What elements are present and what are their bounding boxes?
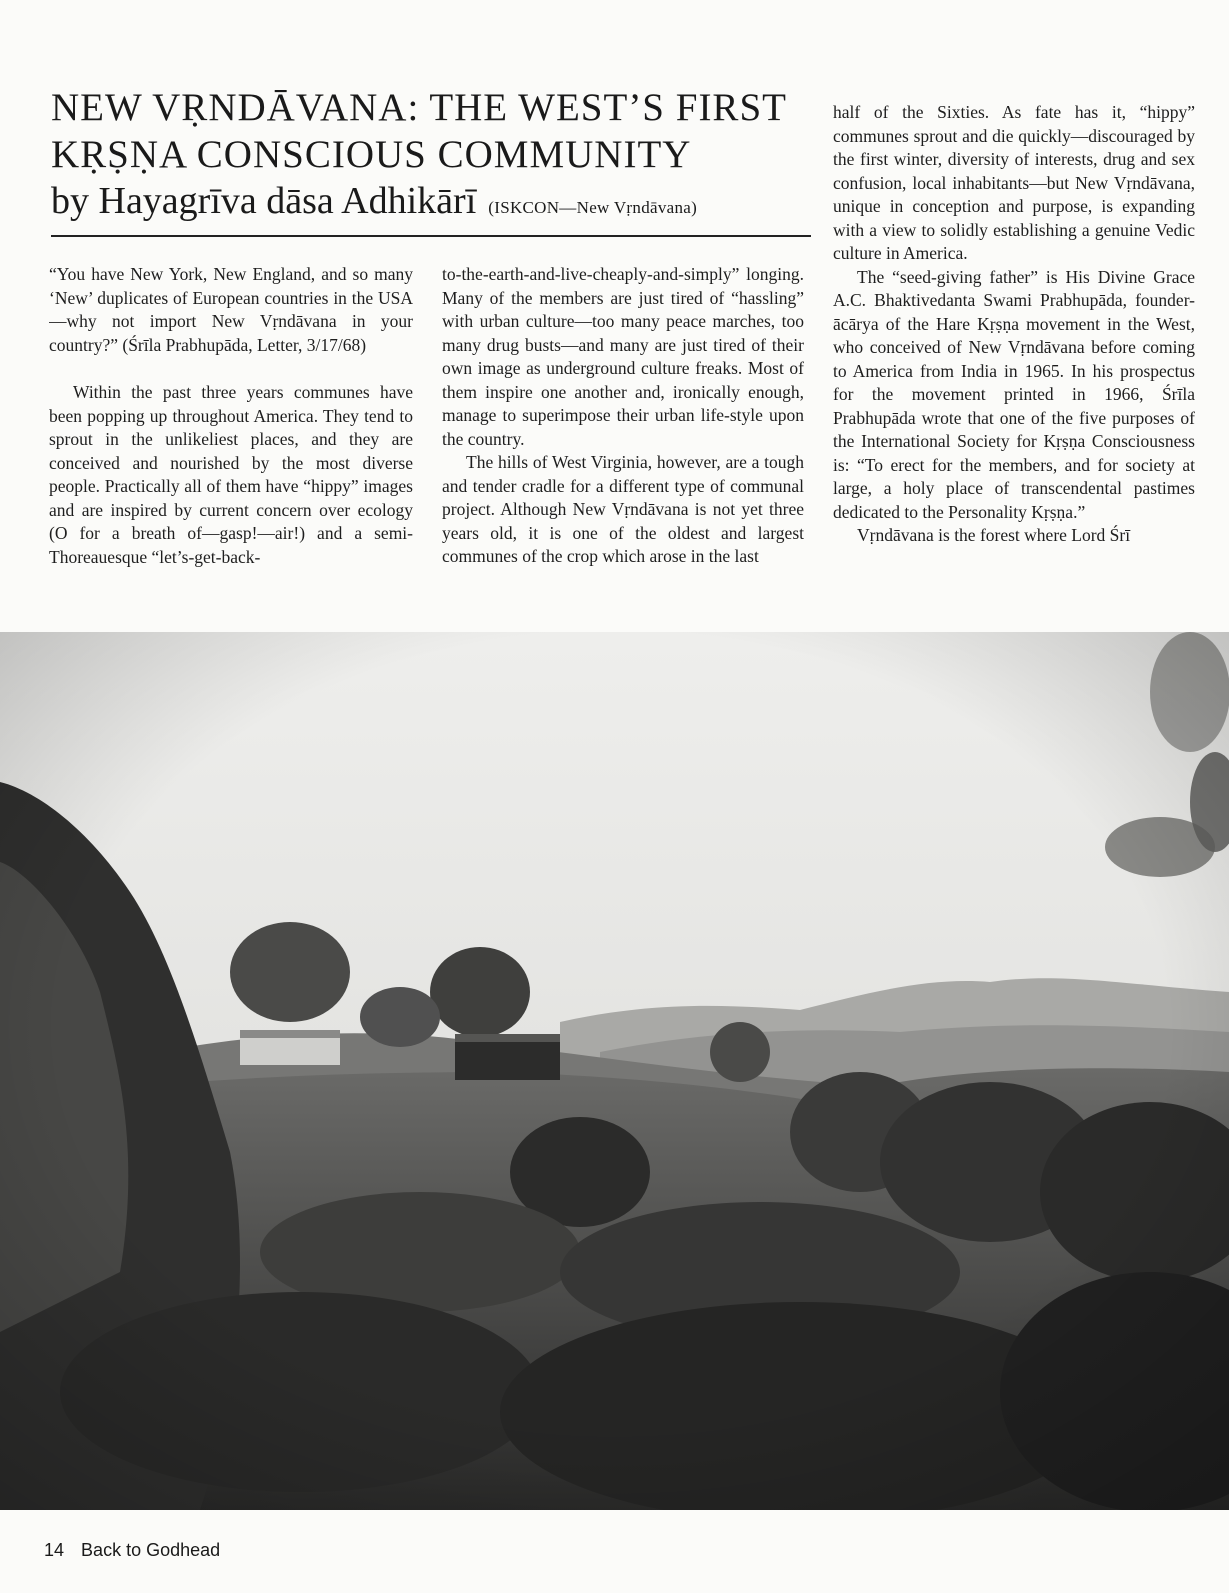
paragraph-continued: to-the-earth-and-live-cheaply-and-simply” longing. Many of the members are just tired of “hassling” with urban culture—too many peace marches, too many drug busts—and many are just tired of their own image as underground culture freaks. Most of them inspire one another and, ironically enough, manage to superimpose their urban life-style upon the country. <box>442 264 804 449</box>
text-column-2 <box>442 263 804 613</box>
paragraph: The hills of West Virginia, however, are a tough and tender cradle for a different type of communal project. Although New Vṛndāvana is not yet three years old, it is one of the oldest and largest communes of the crop which arose in the last <box>442 452 804 566</box>
byline <box>51 178 821 231</box>
page-number: 14 <box>44 1540 65 1560</box>
paragraph: The “seed-giving father” is His Divine Grace A.C. Bhaktivedanta Swami Prabhupāda, founder-ācārya of the Hare Kṛṣṇa movement in the West, who conceived of New Vṛndāvana before coming to America from India in 1965. In his prospectus for the movement printed in 1966, Śrīla Prabhupāda wrote that one of the five purposes of the International Society for Kṛṣṇa Consciousness is: “To erect for the members, and for society at large, a holy place of transcendental pastimes dedicated to the Personality Kṛṣṇa.” <box>833 266 1195 522</box>
text-column-1 <box>49 263 413 613</box>
article-title: NEW VṚNDĀVANA: THE WEST’S FIRST KṚṢṆA CONSCIOUS COMMUNITY <box>51 86 787 176</box>
paragraph-continued: half of the Sixties. As fate has it, “hippy” communes sprout and die quickly—discouraged by the first winter, diversity of interests, drug and sex confusion, local inhabitants—but New Vṛndāvana, unique in conception and purpose, is expanding with a view to solidly establishing a genuine Vedic culture in America. <box>833 102 1195 263</box>
text-column-3 <box>833 101 1195 621</box>
landscape-photo <box>0 632 1229 1510</box>
title-rule <box>51 235 811 237</box>
paragraph: Vṛndāvana is the forest where Lord Śrī <box>857 525 1131 545</box>
publication-name: Back to Godhead <box>81 1540 221 1560</box>
page-footer <box>44 1540 220 1561</box>
epigraph-quote: “You have New York, New England, and so many ‘New’ duplicates of European countries in the USA—why not import New Vṛndāvana in your country?” (Śrīla Prabhupāda, Letter, 3/17/68) <box>49 264 413 355</box>
byline-affiliation: (ISKCON—New Vṛndāvana) <box>488 198 698 217</box>
paragraph: Within the past three years communes have been popping up throughout America. They tend to sprout in the unlikeliest places, and they are conceived and nourished by the most diverse people. Practically all of them have “hippy” images and are inspired by current concern over ecology (O for a breath of—gasp!—air!) and a semi-Thoreauesque “let’s-get-back- <box>49 382 413 567</box>
byline-author: by Hayagrīva dāsa Adhikārī <box>51 180 477 222</box>
